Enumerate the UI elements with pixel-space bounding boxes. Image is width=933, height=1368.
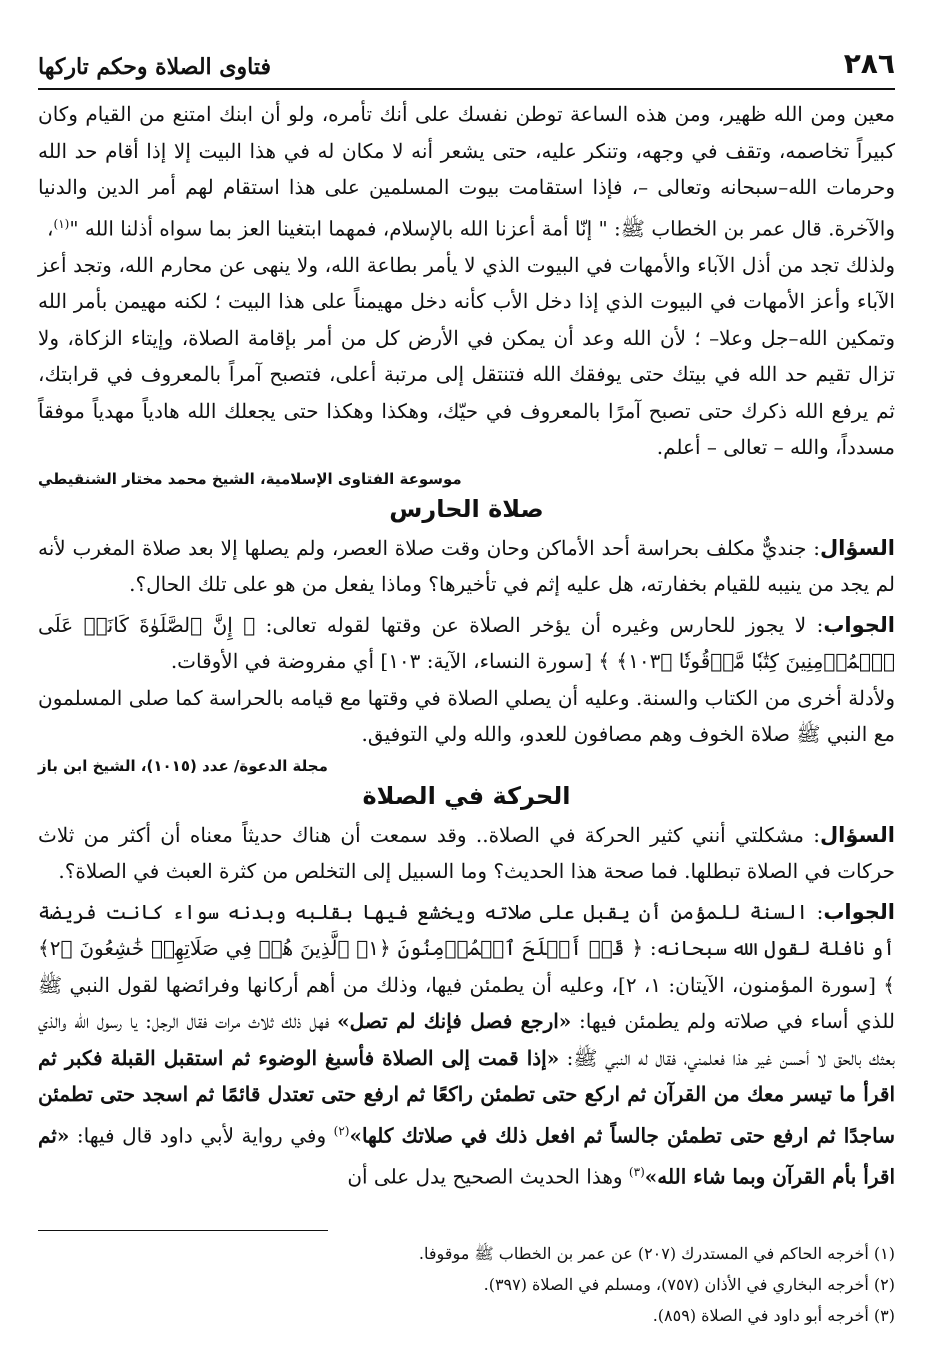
answer-paragraph [38, 607, 895, 680]
question-text: : جنديٌّ مكلف بحراسة أحد الأماكن وحان وقت صلاة العصر، ولم يصلها إلا بعد صلاة المغرب لأنه لم يجد من ينيبه للقيام بخفارته، هل عليه إثم في تأخيرها؟ وماذا يفعل من هو على تلك الحال؟. [38, 535, 895, 597]
source-citation: مجلة الدعوة/ عدد (١٠١٥)، الشيخ ابن باز [38, 756, 328, 775]
footnote: (٢) أخرجه البخاري في الأذان (٧٥٧)، ومسلم في الصلاة (٣٩٧). [483, 1275, 895, 1294]
footnotes [38, 1238, 895, 1331]
footnote-ref: (١) [53, 216, 70, 231]
question-paragraph [38, 530, 895, 603]
paragraph: ولذلك تجد من أذل الآباء والأمهات في البيوت الذي لا يأمر بطاعة الله، ولا ينهى عن محارم الله، وتجد أعز الآباء وأعز الأمهات في البيوت الذي إذا دخل الأب كأنه دخل مهيمناً على هذا البيت ؛ لكنه مهيمن بأمر الله وتمكين الله–جل وعلا– ؛ لأن الله وعد أن يمكن في الأرض كل من أمر بإقامة الصلاة، وإيتاء الزكاة، ولا تزال تقيم حد الله في بيتك حتى يوفقك الله فتنتقل إلى مرتبة أعلى، فتصبح آمراً بالمعروف في قرابتك، ثم يرفع الله ذكرك حتى تصبح آمرًا بالمعروف في حيّك، وهكذا وهكذا حتى يجعلك الله هادياً مهدياً موفقاً مسدداً، والله – تعالى – أعلم. [38, 252, 895, 460]
footnote-divider [38, 1230, 328, 1231]
section-title: الحركة في الصلاة [362, 781, 571, 810]
page-header [38, 28, 895, 90]
section-title: صلاة الحارس [389, 494, 544, 523]
hadith-quote: «إذا قمت إلى الصلاة فأسبغ الوضوء ثم استقبل القبلة فكبر ثم اقرأ ما تيسر معك من القرآن ثم اركع حتى تطمئن راكعًا ثم ارفع حتى تعتدل قائمًا ثم اسجد حتى تطمئن ساجدًا ثم ارفع حتى تطمئن جالساً ثم افعل ذلك في صلاتك كلها» [38, 1045, 895, 1148]
question-text: : مشكلتي أنني كثير الحركة في الصلاة.. وقد سمعت أن هناك حديثاً معناه أن أكثر من ثلاث حركات في الصلاة تبطلها. فما صحة هذا الحديث؟ وما السبيل إلى التخلص من كثرة العبث في الصلاة؟. [38, 822, 895, 884]
paragraph [38, 96, 895, 247]
answer-label: الجواب [823, 612, 895, 637]
paragraph-text: معين ومن الله ظهير، ومن هذه الساعة توطن نفسك على أنك تأمره، ولو أن ابنك امتنع من القيام وكان كبيراً تخاصمه، وتقف في وجهه، وتنكر عليه، حتى يشعر أنه لا مكان له في هذا البيت إلا إذا أقام حد الله وحرمات الله–سبحانه وتعالى –، فإذا استقامت بيوت المسلمين على هذا استقام لهم أمر الدين والدنيا والآخرة. قال عمر بن الخطاب ﷺ: " إنّا أمة أعزنا الله بالإسلام، فمهما ابتغينا العز بما سواه أذلنا الله " [38, 102, 895, 241]
hadith-quote: «ارجع فصل فإنك لم تصل» [337, 1009, 572, 1034]
footnote-ref: (٢) [333, 1123, 350, 1138]
paragraph: ولأدلة أخرى من الكتاب والسنة. وعليه أن يصلي الصلاة في وقتها مع قيامه بالحراسة كما صلى المسلمون مع النبي ﷺ صلاة الخوف وهم مصافون للعدو، والله ولي التوفيق. [38, 685, 895, 747]
answer-text: وهذا الحديث الصحيح يدل على أن [347, 1164, 629, 1189]
answer-text: : السنة للمؤمن أن يقبل على صلاته ويخشع فيها بقلبه وبدنه سواء كانت فريضة أو نافلة لقول الله سبحانه: ﴿ [38, 899, 895, 961]
question-label: السؤال [819, 535, 895, 560]
question-paragraph [38, 817, 895, 890]
answer-text: ﴾ [سورة النساء، الآية: ١٠٣] أي مفروضة في الأوقات. [170, 649, 611, 674]
page [38, 0, 895, 1195]
answer-text: : لا يجوز للحارس وغيره أن يؤخر الصلاة عن وقتها لقوله تعالى: ﴿ [243, 612, 824, 637]
answer-text: فهل ذلك ثلاث مرات فقال الرجل: يا رسول الله والذي بعثك بالحق لا أحسن غير هذا فعلمني، فقال له النبي ﷺ: [38, 1009, 896, 1070]
source-citation: موسوعة الفتاوى الإسلامية، الشيخ محمد مختار الشنقيطي [38, 469, 462, 488]
footnote: (٣) أخرجه أبو داود في الصلاة (٨٥٩). [652, 1306, 895, 1325]
answer-label: الجواب [823, 899, 895, 924]
answer-text: وفي رواية لأبي داود قال فيها: [69, 1123, 334, 1148]
footnote-ref: (٣) [628, 1164, 645, 1179]
running-title: فتاوى الصلاة وحكم تاركها [38, 54, 272, 80]
answer-paragraph [38, 894, 895, 1195]
paragraph-text: ، [47, 216, 54, 241]
hadith-quote: «ثم اقرأ بأم القرآن وبما شاء الله» [38, 1123, 895, 1189]
page-number: ٢٨٦ [843, 47, 895, 80]
question-label: السؤال [819, 822, 895, 847]
quran-verse: إِنَّ ٱلصَّلَوٰةَ كَانَتۡ عَلَى ٱلۡمُؤۡمِنِينَ كِتَٰبٗا مَّوۡقُوتٗا ﴿١٠٣﴾ [38, 612, 895, 674]
footnote: (١) أخرجه الحاكم في المستدرك (٢٠٧) عن عمر بن الخطاب ﷺ موقوفا. [418, 1244, 895, 1263]
answer-text: ﴾ [سورة المؤمنون، الآيتان: ١، ٢]، وعليه أن يطمئن فيها، وذلك من أهم أركانها وفرائضها لقول النبي ﷺ للذي أساء في صلاته ولم يطمئن فيها: [38, 972, 896, 1034]
quran-verse: قَدۡ أَفۡلَحَ ٱلۡمُؤۡمِنُونَ ﴿١﴾ ٱلَّذِينَ هُمۡ فِي صَلَاتِهِمۡ خَٰشِعُونَ ﴿٢﴾ [38, 936, 632, 961]
